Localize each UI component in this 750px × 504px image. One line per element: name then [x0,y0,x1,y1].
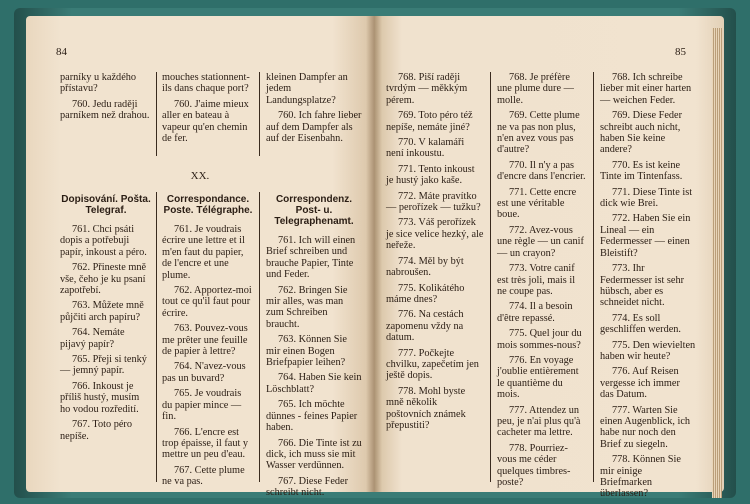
section-label: XX. [190,170,210,182]
right-page [374,16,724,500]
paragraph: 768. Piší raději tvrdým — měkkým pérem. [386,72,468,106]
paragraph: 777. Počkejte chvilku, zapečetím jen ještě dopis. [386,347,479,382]
paragraph: 775. Den wievielten haben wir heute? [600,339,696,362]
paragraph: 761. Je voudrais écrire une lettre et il m'en faut du papier, de l'encre et une plume. [162,224,245,281]
paragraph: 768. Je préfère une plume dure — molle. [497,72,574,106]
paragraph: parníky u každého přístavu? [60,72,137,95]
paragraph: 770. V kalamáři není inkoustu. [386,137,465,160]
column-divider [259,192,260,482]
paragraph: 764. N'avez-vous pas un buvard? [162,361,246,384]
paragraph: 773. Votre canif est très joli, mais il ne coupe pas. [497,263,576,297]
paragraph: 776. En voyage j'oublie entièrement le quantième du mois. [497,354,579,401]
column-header: Correspondance. Poste. Télégraphe. [163,194,253,216]
paragraph: 762. Apportez-moi tout ce qu'il faut pour écrire. [162,285,252,319]
paragraph: 760. J'aime mieux aller en bateau à vapeur qu'en chemin de fer. [162,98,249,145]
paragraph: 774. Il a besoin d'être repassé. [497,301,573,324]
paragraph: 771. Tento inkoust je hustý jako kaše. [386,163,475,187]
left-page [26,16,374,499]
top-column-german [266,72,362,148]
paragraph: 767. Diese Feder schreibt nicht. [266,475,349,499]
paragraph: 763. Können Sie mir einen Bogen Briefpapier leihen? [266,334,347,369]
paragraph: 775. Quel jour du mois sommes-nous? [497,328,582,351]
paragraph: 771. Diese Tinte ist dick wie Brei. [600,186,693,210]
open-book [14,8,736,498]
column-czech [386,72,484,435]
paragraph: 778. Mohl byste mně několik poštovních známek přepustiti? [386,385,466,431]
paragraph: 766. Die Tinte ist zu dick, ich muss sie mit Wasser verdünnen. [266,437,362,472]
paragraph: 769. Cette plume ne va pas non plus, n'en avez vous pas d'autre? [497,110,580,156]
paragraph: 778. Pourriez-vous me céder quelques timbres-poste? [497,442,571,488]
paragraph: 763. Pouvez-vous me prêter une feuille de papier à lettre? [162,323,248,358]
paragraph: 777. Warten Sie einen Augenblick, ich habe nur noch den Brief zu siegeln. [600,404,691,450]
paragraph: 772. Máte pravítko — perořízek — tužku? [386,190,481,214]
column-german [600,72,696,504]
paragraph: 773. Ihr Federmesser ist sehr hübsch, aber es schneidet nicht. [600,263,685,309]
paragraph: mouches stationnent-ils dans chaque port? [162,72,250,95]
paragraph: 760. Jedu raději parníkem než drahou. [60,98,150,122]
column-divider [156,72,157,156]
paragraph: 766. L'encre est trop épaisse, il faut y mettre un peu d'eau. [162,426,249,461]
paragraph: 767. Cette plume ne va pas. [162,464,245,488]
column-header: Correspondenz. Post- u. Telegraphenamt. [274,194,354,227]
paragraph: 778. Können Sie mir einige Briefmarken überlassen? [600,454,681,500]
paragraph: 760. Ich fahre lieber auf dem Dampfer als auf der Eisenbahn. [266,110,362,145]
paragraph: 772. Haben Sie ein Lineal — ein Federmesser — einen Bleistift? [600,213,691,259]
paragraph: 766. Inkoust je příliš hustý, musím ho vodou rozředití. [60,380,140,415]
paragraph: 775. Kolikátého máme dnes? [386,282,465,305]
paragraph: 771. Cette encre est une véritable boue. [497,186,577,221]
column-divider [593,72,594,482]
column-divider [156,192,157,482]
paragraph: 776. Na cestách zapomenu vždy na datum. [386,309,464,344]
book-spine [366,16,382,492]
paragraph: 772. Avez-vous une règle — un canif — un crayon? [497,224,584,259]
paragraph: 774. Měl by být nabroušen. [386,255,464,279]
paragraph: kleinen Dampfer an jedem Landungsplatze? [266,72,348,106]
paragraph: 763. Můžete mně půjčiti arch papíru? [60,300,144,323]
bottom-column-german [266,194,362,503]
column-french [497,72,587,492]
paragraph: 762. Přineste mně vše, čeho je ku psaní zapotřebí. [60,262,147,297]
paragraph: 764. Haben Sie kein Löschblatt? [266,372,362,395]
paragraph: 769. Diese Feder schreibt auch nicht, haben Sie keine andere? [600,110,683,156]
page-stack-edge [712,28,722,498]
paragraph: 761. Chci psáti dopis a potřebuji papír, inkoust a péro. [60,224,147,258]
page-number-left: 84 [56,46,67,58]
paragraph: 767. Toto péro nepíše. [60,419,133,442]
paragraph: 768. Ich schreibe lieber mit einer harten — weichen Feder. [600,72,692,106]
bottom-column-czech [60,194,152,446]
top-column-czech [60,72,152,126]
page-number-right: 85 [675,46,686,58]
column-divider [259,72,260,156]
bottom-column-french [162,194,254,492]
paragraph: 762. Bringen Sie mir alles, was man zum Schreiben braucht. [266,284,348,330]
paragraph: 765. Ich möchte dünnes - feines Papier haben. [266,399,358,434]
column-divider [490,72,491,482]
paragraph: 765. Přeji si tenký — jemný papír. [60,354,147,377]
paragraph: 770. Il n'y a pas d'encre dans l'encrier. [497,159,586,183]
paragraph: 776. Auf Reisen vergesse ich immer das Datum. [600,366,680,401]
paragraph: 770. Es ist keine Tinte im Tintenfass. [600,159,683,183]
paragraph: 761. Ich will einen Brief schreiben und brauche Papier, Tinte und Feder. [266,235,356,281]
paragraph: 777. Attendez un peu, je n'ai plus qu'à cacheter ma lettre. [497,404,581,439]
paragraph: 769. Toto péro též nepíše, nemáte jiné? [386,110,473,133]
paragraph: 773. Váš perořízek je sice velice hezký, ale neřeže. [386,217,484,252]
column-header: Dopisování. Pošta. Telegraf. [61,194,151,216]
paragraph: 774. Es soll geschliffen werden. [600,312,682,336]
paragraph: 764. Nemáte pijavý papír? [60,327,125,350]
top-column-french [162,72,254,148]
paragraph: 765. Je voudrais du papier mince — fin. [162,388,242,423]
